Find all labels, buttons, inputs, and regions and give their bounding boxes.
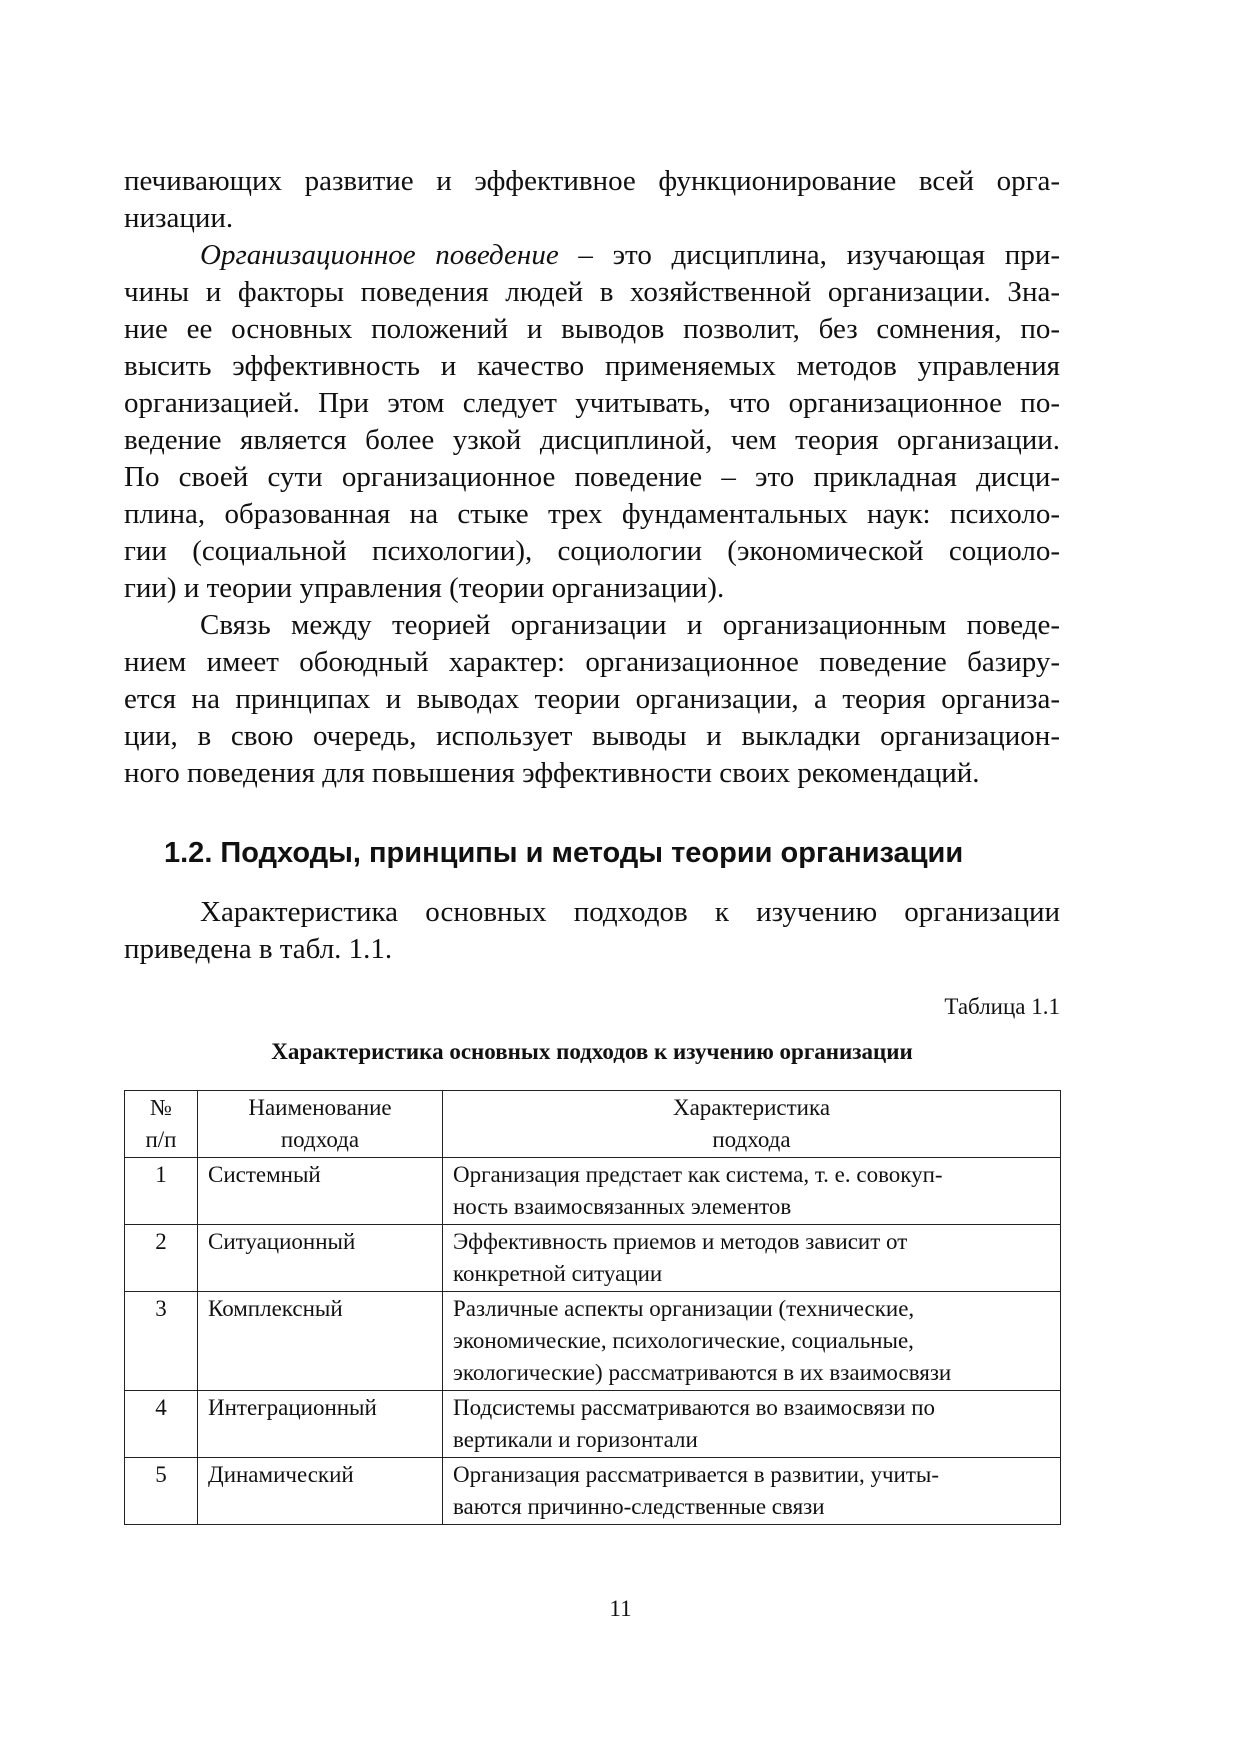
text-line: ного поведения для повышения эффективности своих рекомендаций. <box>124 757 980 789</box>
cell-line: Организация рассматривается в развитии, учиты- <box>453 1462 940 1487</box>
paragraph-relationship <box>124 607 1060 792</box>
page-body <box>124 163 1060 1066</box>
header-name-line: подхода <box>280 1127 360 1152</box>
table-caption: Характеристика основных подходов к изучению организации <box>271 1039 913 1064</box>
text-line: ется на принципах и выводах теории организации, а теория организа- <box>124 683 1060 715</box>
cell-number: 2 <box>125 1225 198 1292</box>
cell-number: 3 <box>125 1292 198 1391</box>
cell-name: Ситуационный <box>198 1225 443 1292</box>
text-line: печивающих развитие и эффективное функционирование всей орга- <box>124 165 1060 197</box>
table-row <box>125 1391 1061 1458</box>
cell-characteristic <box>443 1391 1061 1458</box>
cell-line: экологические) рассматриваются в их взаимосвязи <box>453 1360 952 1385</box>
cell-name: Интеграционный <box>198 1391 443 1458</box>
cell-line: Подсистемы рассматриваются во взаимосвязи по <box>453 1395 936 1420</box>
text-line: плина, образованная на стыке трех фундаментальных наук: психоло- <box>124 498 1060 530</box>
text-line: ние ее основных положений и выводов позволит, без сомнения, по- <box>124 313 1060 345</box>
cell-line: Организация предстает как система, т. е. совокуп- <box>453 1162 943 1187</box>
text-line: высить эффективность и качество применяемых методов управления <box>124 350 1060 382</box>
header-name-line: Наименование <box>248 1095 392 1120</box>
cell-characteristic <box>443 1458 1061 1525</box>
cell-characteristic <box>443 1158 1061 1225</box>
header-characteristic-line: Характеристика <box>672 1095 831 1120</box>
table-header-row <box>125 1091 1061 1158</box>
section-intro <box>124 894 1060 968</box>
cell-characteristic <box>443 1225 1061 1292</box>
table-row <box>125 1225 1061 1292</box>
text-line: Характеристика основных подходов к изучению организации <box>200 896 1060 928</box>
text-line: чины и факторы поведения людей в хозяйственной организации. Зна- <box>124 276 1060 308</box>
text-fragment: – это дисциплина, изучающая при- <box>558 239 1060 271</box>
text-line: ведение является более узкой дисциплиной, чем теория организации. <box>124 424 1060 456</box>
text-line: ции, в свою очередь, использует выводы и выкладки организацион- <box>124 720 1060 752</box>
text-line: нием имеет обоюдный характер: организационное поведение базиру- <box>124 646 1060 678</box>
cell-name: Системный <box>198 1158 443 1225</box>
table-row <box>125 1158 1061 1225</box>
text-line: Связь между теорией организации и организационным поведе- <box>200 609 1060 641</box>
cell-line: Эффективность приемов и методов зависит от <box>453 1229 908 1254</box>
cell-line: Различные аспекты организации (технические, <box>453 1296 915 1321</box>
section-heading: 1.2. Подходы, принципы и методы теории организации <box>164 837 964 869</box>
cell-number: 5 <box>125 1458 198 1525</box>
text-line: гии (социальной психологии), социологии (экономической социоло- <box>124 535 1060 567</box>
text-line: По своей сути организационное поведение – это прикладная дисци- <box>124 461 1060 493</box>
paragraph-continuation <box>124 163 1060 237</box>
cell-line: ваются причинно-следственные связи <box>453 1494 825 1519</box>
term-org-behavior: Организационное поведение <box>200 239 559 271</box>
text-line: приведена в табл. 1.1. <box>124 933 393 965</box>
table-number: Таблица 1.1 <box>944 994 1060 1019</box>
header-characteristic-line: подхода <box>712 1127 791 1152</box>
header-number-line: № <box>150 1095 172 1120</box>
cell-characteristic <box>443 1292 1061 1391</box>
cell-line: конкретной ситуации <box>453 1261 663 1286</box>
text-line: низации. <box>124 202 234 234</box>
text-line: гии) и теории управления (теории организации). <box>124 572 725 604</box>
text-line <box>124 237 1060 274</box>
cell-line: экономические, психологические, социальные, <box>453 1328 914 1353</box>
cell-name: Динамический <box>198 1458 443 1525</box>
approaches-table <box>124 1090 1061 1525</box>
cell-line: вертикали и горизонтали <box>453 1427 698 1452</box>
cell-name: Комплексный <box>198 1292 443 1391</box>
cell-number: 1 <box>125 1158 198 1225</box>
header-number-line: п/п <box>145 1127 177 1152</box>
paragraph-org-behavior <box>124 237 1060 607</box>
table-row <box>125 1458 1061 1525</box>
table-row <box>125 1292 1061 1391</box>
page-number: 11 <box>609 1596 632 1621</box>
text-line: организацией. При этом следует учитывать, что организационное по- <box>124 387 1060 419</box>
header-characteristic <box>443 1091 1061 1158</box>
header-name <box>198 1091 443 1158</box>
header-number <box>125 1091 198 1158</box>
cell-line: ность взаимосвязанных элементов <box>453 1194 792 1219</box>
cell-number: 4 <box>125 1391 198 1458</box>
